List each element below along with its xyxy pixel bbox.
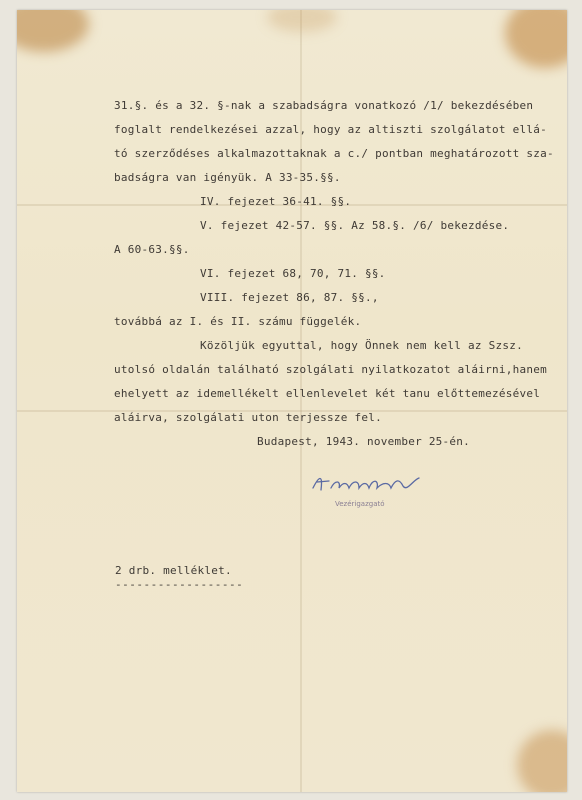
age-stain-top-right	[505, 10, 567, 68]
text-line-8: VI. fejezet 68, 70, 71. §§.	[200, 267, 386, 280]
attachment-underline: ------------------	[115, 578, 244, 591]
document-page	[17, 10, 567, 792]
title-stamp: Vezérigazgató	[335, 500, 385, 508]
date-line: Budapest, 1943. november 25-én.	[257, 435, 471, 448]
age-stain-top-center	[267, 10, 337, 32]
text-line-10: továbbá az I. és II. számu függelék.	[114, 315, 362, 328]
age-stain-top-left	[17, 10, 89, 52]
text-line-12: utolsó oldalán található szolgálati nyilatkozatot aláirni,hanem	[114, 363, 547, 376]
text-line-11: Közöljük egyuttal, hogy Önnek nem kell az Szsz.	[200, 339, 524, 352]
age-stain-bottom-right	[517, 730, 567, 792]
text-line-4: badságra van igényük. A 33-35.§§.	[114, 171, 341, 184]
text-line-3: tó szerződéses alkalmazottaknak a c./ pontban meghatározott sza-	[114, 147, 554, 160]
text-line-6: V. fejezet 42-57. §§. Az 58.§. /6/ bekezdése.	[200, 219, 510, 232]
handwritten-signature	[309, 466, 429, 500]
text-line-13: ehelyett az idemellékelt ellenlevelet két tanu előttemezésével	[114, 387, 541, 400]
text-line-2: foglalt rendelkezései azzal, hogy az altiszti szolgálatot ellá-	[114, 123, 547, 136]
attachment-note: 2 drb. melléklet.	[115, 564, 232, 577]
text-line-9: VIII. fejezet 86, 87. §§.,	[200, 291, 379, 304]
text-line-14: aláirva, szolgálati uton terjessze fel.	[114, 411, 383, 424]
text-line-5: IV. fejezet 36-41. §§.	[200, 195, 352, 208]
text-line-1: 31.§. és a 32. §-nak a szabadságra vonatkozó /1/ bekezdésében	[114, 99, 534, 112]
text-line-7: A 60-63.§§.	[114, 243, 190, 256]
